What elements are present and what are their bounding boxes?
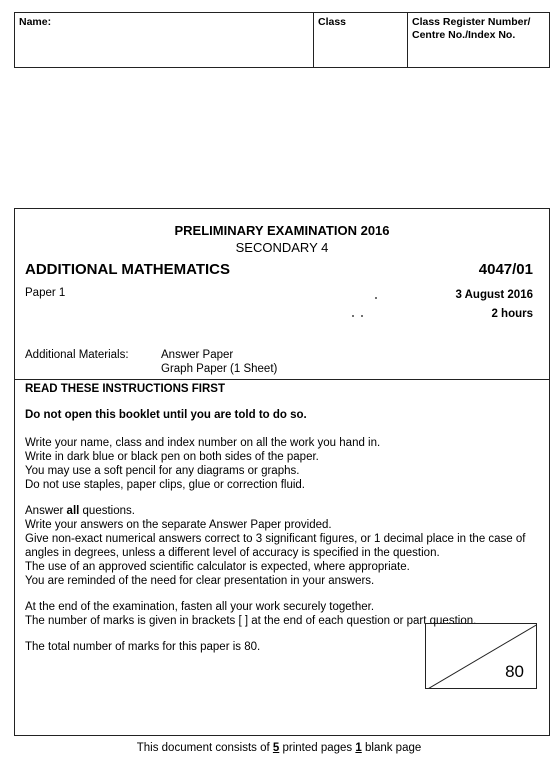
paper-code: 4047/01 bbox=[478, 261, 533, 278]
paper-number: Paper 1 bbox=[25, 287, 66, 299]
class-label: Class bbox=[318, 16, 347, 28]
name-label: Name: bbox=[19, 16, 52, 28]
register-label-line2: Centre No./Index No. bbox=[412, 29, 516, 41]
name-field[interactable] bbox=[15, 13, 313, 67]
instruction-line: Give non-exact numerical answers correct to 3 significant figures, or 1 decimal place in the case of bbox=[25, 533, 526, 545]
marks-box-total: 80 bbox=[505, 662, 524, 681]
instruction-line: Write your name, class and index number on all the work you hand in. bbox=[25, 437, 381, 449]
materials-item-graph-paper: Graph Paper (1 Sheet) bbox=[161, 363, 278, 375]
materials-item-answer-paper: Answer Paper bbox=[161, 349, 234, 361]
exam-level: SECONDARY 4 bbox=[235, 240, 329, 255]
exam-date: 3 August 2016 bbox=[455, 289, 533, 301]
scan-speck bbox=[352, 315, 354, 317]
printed-pages-count: 5 bbox=[272, 742, 280, 754]
blank-pages-count: 1 bbox=[355, 742, 362, 754]
instruction-line: You are reminded of the need for clear presentation in your answers. bbox=[25, 575, 375, 587]
instruction-line: At the end of the examination, fasten all your work securely together. bbox=[25, 601, 375, 613]
exam-duration: 2 hours bbox=[491, 308, 533, 320]
scan-speck bbox=[375, 297, 377, 299]
materials-label: Additional Materials: bbox=[25, 349, 129, 361]
total-marks-statement: The total number of marks for this paper is 80. bbox=[25, 641, 261, 653]
exam-title: PRELIMINARY EXAMINATION 2016 bbox=[174, 223, 390, 238]
scan-speck bbox=[361, 315, 363, 317]
candidate-details-table bbox=[14, 12, 550, 68]
answer-prefix: Answer bbox=[25, 505, 67, 517]
register-number-field[interactable] bbox=[407, 13, 549, 67]
instruction-line: The number of marks is given in brackets [ ] at the end of each question or part question. bbox=[25, 615, 477, 627]
page-count-footer bbox=[0, 742, 558, 754]
marks-box bbox=[425, 623, 537, 689]
class-field[interactable] bbox=[313, 13, 407, 67]
instruction-line: Write in dark blue or black pen on both sides of the paper. bbox=[25, 451, 319, 463]
exam-cover-box bbox=[14, 208, 550, 736]
answer-suffix: questions. bbox=[79, 505, 135, 517]
footer-suffix: blank page bbox=[361, 742, 422, 754]
section-divider bbox=[15, 379, 549, 380]
subject-title: ADDITIONAL MATHEMATICS bbox=[25, 261, 230, 278]
footer-middle: printed pages bbox=[279, 742, 356, 754]
answer-all-emphasis: all bbox=[66, 505, 80, 517]
instruction-line: Write your answers on the separate Answer Paper provided. bbox=[25, 519, 332, 531]
instruction-line: Do not use staples, paper clips, glue or correction fluid. bbox=[25, 479, 305, 491]
instruction-line: angles in degrees, unless a different level of accuracy is specified in the question. bbox=[25, 547, 440, 559]
instruction-line: The use of an approved scientific calculator is expected, where appropriate. bbox=[25, 561, 410, 573]
register-label-line1: Class Register Number/ bbox=[412, 16, 531, 28]
instructions-heading: READ THESE INSTRUCTIONS FIRST bbox=[25, 383, 225, 395]
do-not-open-warning: Do not open this booklet until you are told to do so. bbox=[25, 409, 307, 421]
footer-prefix: This document consists of bbox=[136, 742, 273, 754]
instruction-line: You may use a soft pencil for any diagrams or graphs. bbox=[25, 465, 300, 477]
answer-all-line bbox=[25, 504, 135, 518]
